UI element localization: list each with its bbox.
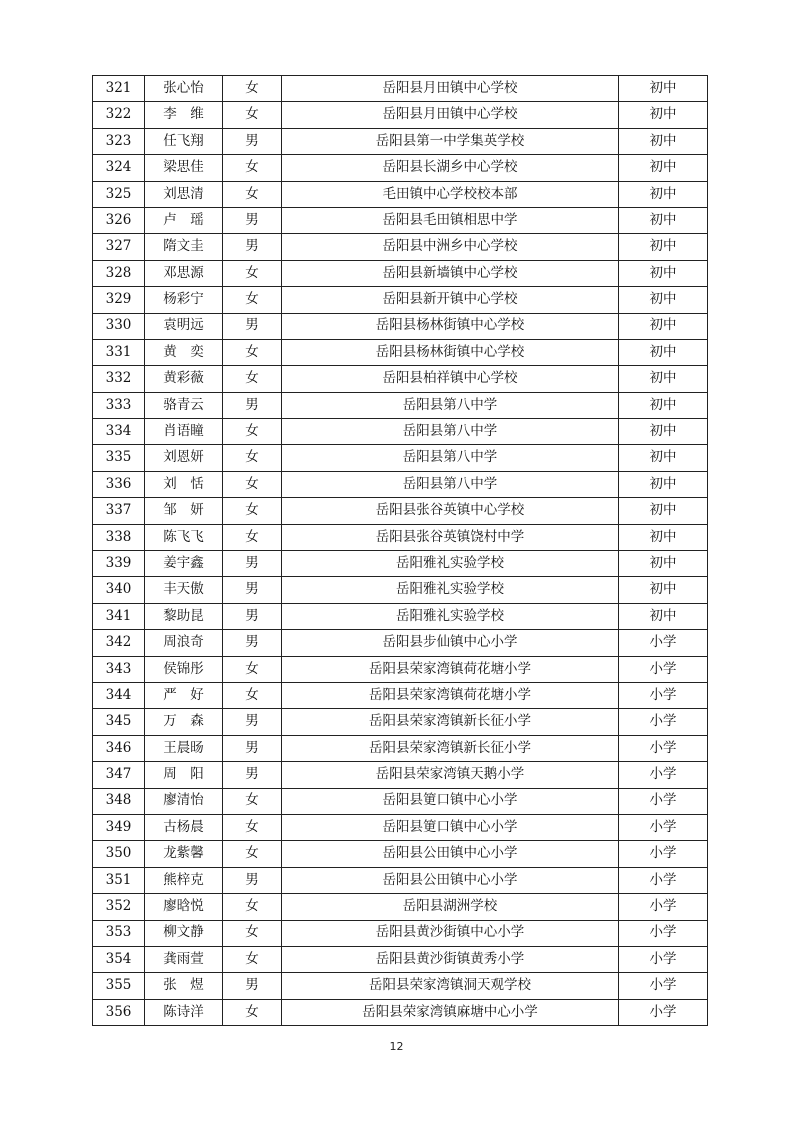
school-level-cell: 初中: [619, 260, 708, 286]
gender-cell: 女: [223, 999, 282, 1025]
table-row: [93, 788, 708, 814]
gender-cell: 女: [223, 920, 282, 946]
gender-cell: 女: [223, 155, 282, 181]
table-row: [93, 392, 708, 418]
school-name-cell: 岳阳县公田镇中心小学: [282, 841, 619, 867]
table-row: [93, 920, 708, 946]
gender-cell: 女: [223, 287, 282, 313]
student-name-cell: 杨彩宁: [145, 287, 223, 313]
school-level-cell: 小学: [619, 656, 708, 682]
gender-cell: 男: [223, 551, 282, 577]
student-name-cell: 严 好: [145, 682, 223, 708]
school-name-cell: 岳阳县荣家湾镇荷花塘小学: [282, 656, 619, 682]
table-row: [93, 471, 708, 497]
school-level-cell: 小学: [619, 973, 708, 999]
table-row: [93, 313, 708, 339]
school-level-cell: 小学: [619, 788, 708, 814]
table-row: [93, 999, 708, 1025]
student-name-cell: 李 维: [145, 102, 223, 128]
school-level-cell: 小学: [619, 814, 708, 840]
school-level-cell: 小学: [619, 630, 708, 656]
school-name-cell: 岳阳雅礼实验学校: [282, 551, 619, 577]
school-level-cell: 初中: [619, 313, 708, 339]
student-name-cell: 黄 奕: [145, 339, 223, 365]
table-row: [93, 102, 708, 128]
school-name-cell: 岳阳县毛田镇相思中学: [282, 207, 619, 233]
table-row: [93, 445, 708, 471]
table-row: [93, 181, 708, 207]
gender-cell: 男: [223, 392, 282, 418]
school-name-cell: 岳阳县湖洲学校: [282, 894, 619, 920]
school-name-cell: 岳阳县新开镇中心学校: [282, 287, 619, 313]
gender-cell: 男: [223, 577, 282, 603]
row-number-cell: 347: [93, 762, 145, 788]
student-name-cell: 姜宇鑫: [145, 551, 223, 577]
row-number-cell: 345: [93, 709, 145, 735]
school-level-cell: 初中: [619, 102, 708, 128]
school-level-cell: 初中: [619, 366, 708, 392]
row-number-cell: 331: [93, 339, 145, 365]
school-name-cell: 岳阳县黄沙街镇中心小学: [282, 920, 619, 946]
gender-cell: 男: [223, 313, 282, 339]
school-name-cell: 岳阳县张谷英镇饶村中学: [282, 524, 619, 550]
row-number-cell: 330: [93, 313, 145, 339]
table-row: [93, 603, 708, 629]
school-name-cell: 岳阳县第八中学: [282, 392, 619, 418]
school-name-cell: 岳阳县荣家湾镇新长征小学: [282, 735, 619, 761]
table-row: [93, 366, 708, 392]
row-number-cell: 336: [93, 471, 145, 497]
gender-cell: 女: [223, 102, 282, 128]
row-number-cell: 334: [93, 419, 145, 445]
student-name-cell: 邹 妍: [145, 498, 223, 524]
school-level-cell: 初中: [619, 419, 708, 445]
row-number-cell: 355: [93, 973, 145, 999]
school-name-cell: 岳阳县荣家湾镇新长征小学: [282, 709, 619, 735]
gender-cell: 男: [223, 603, 282, 629]
school-name-cell: 岳阳县柏祥镇中心学校: [282, 366, 619, 392]
student-name-cell: 万 森: [145, 709, 223, 735]
school-name-cell: 岳阳雅礼实验学校: [282, 603, 619, 629]
student-name-cell: 王晨旸: [145, 735, 223, 761]
school-level-cell: 初中: [619, 551, 708, 577]
school-level-cell: 小学: [619, 946, 708, 972]
student-roster-table: [92, 75, 708, 1026]
student-name-cell: 卢 瑶: [145, 207, 223, 233]
school-level-cell: 小学: [619, 709, 708, 735]
gender-cell: 女: [223, 366, 282, 392]
school-name-cell: 岳阳县张谷英镇中心学校: [282, 498, 619, 524]
school-level-cell: 小学: [619, 735, 708, 761]
student-name-cell: 廖清怡: [145, 788, 223, 814]
gender-cell: 女: [223, 841, 282, 867]
school-name-cell: 岳阳县筻口镇中心小学: [282, 814, 619, 840]
gender-cell: 女: [223, 445, 282, 471]
school-level-cell: 小学: [619, 999, 708, 1025]
school-level-cell: 初中: [619, 603, 708, 629]
row-number-cell: 325: [93, 181, 145, 207]
table-row: [93, 419, 708, 445]
student-name-cell: 梁思佳: [145, 155, 223, 181]
school-level-cell: 小学: [619, 867, 708, 893]
school-name-cell: 岳阳县荣家湾镇麻塘中心小学: [282, 999, 619, 1025]
gender-cell: 男: [223, 973, 282, 999]
table-row: [93, 682, 708, 708]
row-number-cell: 328: [93, 260, 145, 286]
school-level-cell: 初中: [619, 392, 708, 418]
school-name-cell: 岳阳县第八中学: [282, 445, 619, 471]
row-number-cell: 356: [93, 999, 145, 1025]
row-number-cell: 335: [93, 445, 145, 471]
school-level-cell: 初中: [619, 76, 708, 102]
student-name-cell: 廖晗悦: [145, 894, 223, 920]
school-name-cell: 岳阳县筻口镇中心小学: [282, 788, 619, 814]
table-row: [93, 498, 708, 524]
school-name-cell: 岳阳县月田镇中心学校: [282, 76, 619, 102]
gender-cell: 男: [223, 630, 282, 656]
student-name-cell: 熊梓克: [145, 867, 223, 893]
table-row: [93, 867, 708, 893]
school-level-cell: 初中: [619, 498, 708, 524]
gender-cell: 女: [223, 498, 282, 524]
student-name-cell: 邓思源: [145, 260, 223, 286]
gender-cell: 女: [223, 181, 282, 207]
row-number-cell: 348: [93, 788, 145, 814]
student-name-cell: 黄彩薇: [145, 366, 223, 392]
school-name-cell: 岳阳县公田镇中心小学: [282, 867, 619, 893]
student-name-cell: 柳文静: [145, 920, 223, 946]
row-number-cell: 353: [93, 920, 145, 946]
table-row: [93, 762, 708, 788]
page-number: 12: [389, 1040, 404, 1053]
gender-cell: 女: [223, 524, 282, 550]
gender-cell: 女: [223, 471, 282, 497]
school-level-cell: 小学: [619, 920, 708, 946]
table-row: [93, 551, 708, 577]
school-name-cell: 岳阳县荣家湾镇荷花塘小学: [282, 682, 619, 708]
student-name-cell: 古杨晨: [145, 814, 223, 840]
school-level-cell: 小学: [619, 841, 708, 867]
school-level-cell: 初中: [619, 339, 708, 365]
gender-cell: 女: [223, 788, 282, 814]
student-name-cell: 龚雨萱: [145, 946, 223, 972]
row-number-cell: 332: [93, 366, 145, 392]
student-name-cell: 侯锦彤: [145, 656, 223, 682]
table-row: [93, 814, 708, 840]
gender-cell: 女: [223, 814, 282, 840]
row-number-cell: 322: [93, 102, 145, 128]
school-level-cell: 初中: [619, 445, 708, 471]
school-name-cell: 岳阳县新墙镇中心学校: [282, 260, 619, 286]
table-row: [93, 735, 708, 761]
student-name-cell: 骆青云: [145, 392, 223, 418]
table-row: [93, 630, 708, 656]
student-name-cell: 陈诗洋: [145, 999, 223, 1025]
gender-cell: 男: [223, 234, 282, 260]
school-name-cell: 岳阳县荣家湾镇洞天观学校: [282, 973, 619, 999]
row-number-cell: 344: [93, 682, 145, 708]
gender-cell: 女: [223, 682, 282, 708]
table-row: [93, 128, 708, 154]
row-number-cell: 321: [93, 76, 145, 102]
school-name-cell: 岳阳县杨林街镇中心学校: [282, 339, 619, 365]
student-name-cell: 刘 恬: [145, 471, 223, 497]
student-name-cell: 袁明远: [145, 313, 223, 339]
row-number-cell: 333: [93, 392, 145, 418]
student-name-cell: 周 阳: [145, 762, 223, 788]
school-name-cell: 岳阳县长湖乡中心学校: [282, 155, 619, 181]
table-row: [93, 234, 708, 260]
school-name-cell: 岳阳县月田镇中心学校: [282, 102, 619, 128]
school-level-cell: 小学: [619, 682, 708, 708]
student-name-cell: 周浪奇: [145, 630, 223, 656]
student-name-cell: 隋文圭: [145, 234, 223, 260]
student-name-cell: 张心怡: [145, 76, 223, 102]
gender-cell: 男: [223, 128, 282, 154]
table-row: [93, 76, 708, 102]
school-level-cell: 初中: [619, 524, 708, 550]
row-number-cell: 351: [93, 867, 145, 893]
gender-cell: 女: [223, 656, 282, 682]
school-name-cell: 岳阳雅礼实验学校: [282, 577, 619, 603]
row-number-cell: 329: [93, 287, 145, 313]
school-level-cell: 初中: [619, 577, 708, 603]
row-number-cell: 352: [93, 894, 145, 920]
student-name-cell: 龙紫馨: [145, 841, 223, 867]
row-number-cell: 338: [93, 524, 145, 550]
student-name-cell: 刘思清: [145, 181, 223, 207]
school-level-cell: 小学: [619, 762, 708, 788]
table-row: [93, 260, 708, 286]
table-row: [93, 339, 708, 365]
student-name-cell: 肖语瞳: [145, 419, 223, 445]
roster-body: [93, 76, 708, 1026]
gender-cell: 男: [223, 735, 282, 761]
school-name-cell: 岳阳县第八中学: [282, 471, 619, 497]
gender-cell: 男: [223, 762, 282, 788]
row-number-cell: 342: [93, 630, 145, 656]
table-row: [93, 577, 708, 603]
row-number-cell: 341: [93, 603, 145, 629]
row-number-cell: 326: [93, 207, 145, 233]
student-name-cell: 任飞翔: [145, 128, 223, 154]
gender-cell: 女: [223, 419, 282, 445]
table-row: [93, 155, 708, 181]
row-number-cell: 337: [93, 498, 145, 524]
gender-cell: 女: [223, 894, 282, 920]
row-number-cell: 340: [93, 577, 145, 603]
student-name-cell: 陈飞飞: [145, 524, 223, 550]
gender-cell: 男: [223, 207, 282, 233]
student-name-cell: 黎助昆: [145, 603, 223, 629]
row-number-cell: 327: [93, 234, 145, 260]
school-level-cell: 初中: [619, 155, 708, 181]
student-name-cell: 刘恩妍: [145, 445, 223, 471]
gender-cell: 女: [223, 339, 282, 365]
student-name-cell: 张 煜: [145, 973, 223, 999]
row-number-cell: 323: [93, 128, 145, 154]
table-row: [93, 524, 708, 550]
table-row: [93, 946, 708, 972]
table-row: [93, 973, 708, 999]
school-level-cell: 初中: [619, 234, 708, 260]
school-level-cell: 初中: [619, 128, 708, 154]
gender-cell: 男: [223, 709, 282, 735]
row-number-cell: 349: [93, 814, 145, 840]
school-name-cell: 岳阳县黄沙街镇黄秀小学: [282, 946, 619, 972]
school-name-cell: 岳阳县第八中学: [282, 419, 619, 445]
school-level-cell: 初中: [619, 287, 708, 313]
row-number-cell: 324: [93, 155, 145, 181]
row-number-cell: 350: [93, 841, 145, 867]
school-name-cell: 岳阳县杨林街镇中心学校: [282, 313, 619, 339]
school-level-cell: 小学: [619, 894, 708, 920]
row-number-cell: 354: [93, 946, 145, 972]
school-level-cell: 初中: [619, 207, 708, 233]
gender-cell: 女: [223, 946, 282, 972]
table-row: [93, 709, 708, 735]
school-name-cell: 岳阳县荣家湾镇天鹅小学: [282, 762, 619, 788]
student-name-cell: 丰天傲: [145, 577, 223, 603]
row-number-cell: 346: [93, 735, 145, 761]
row-number-cell: 339: [93, 551, 145, 577]
school-name-cell: 毛田镇中心学校校本部: [282, 181, 619, 207]
school-level-cell: 初中: [619, 471, 708, 497]
gender-cell: 男: [223, 867, 282, 893]
table-row: [93, 894, 708, 920]
table-row: [93, 841, 708, 867]
row-number-cell: 343: [93, 656, 145, 682]
table-row: [93, 207, 708, 233]
school-name-cell: 岳阳县步仙镇中心小学: [282, 630, 619, 656]
gender-cell: 女: [223, 76, 282, 102]
school-level-cell: 初中: [619, 181, 708, 207]
table-row: [93, 656, 708, 682]
gender-cell: 女: [223, 260, 282, 286]
school-name-cell: 岳阳县中洲乡中心学校: [282, 234, 619, 260]
table-row: [93, 287, 708, 313]
school-name-cell: 岳阳县第一中学集英学校: [282, 128, 619, 154]
